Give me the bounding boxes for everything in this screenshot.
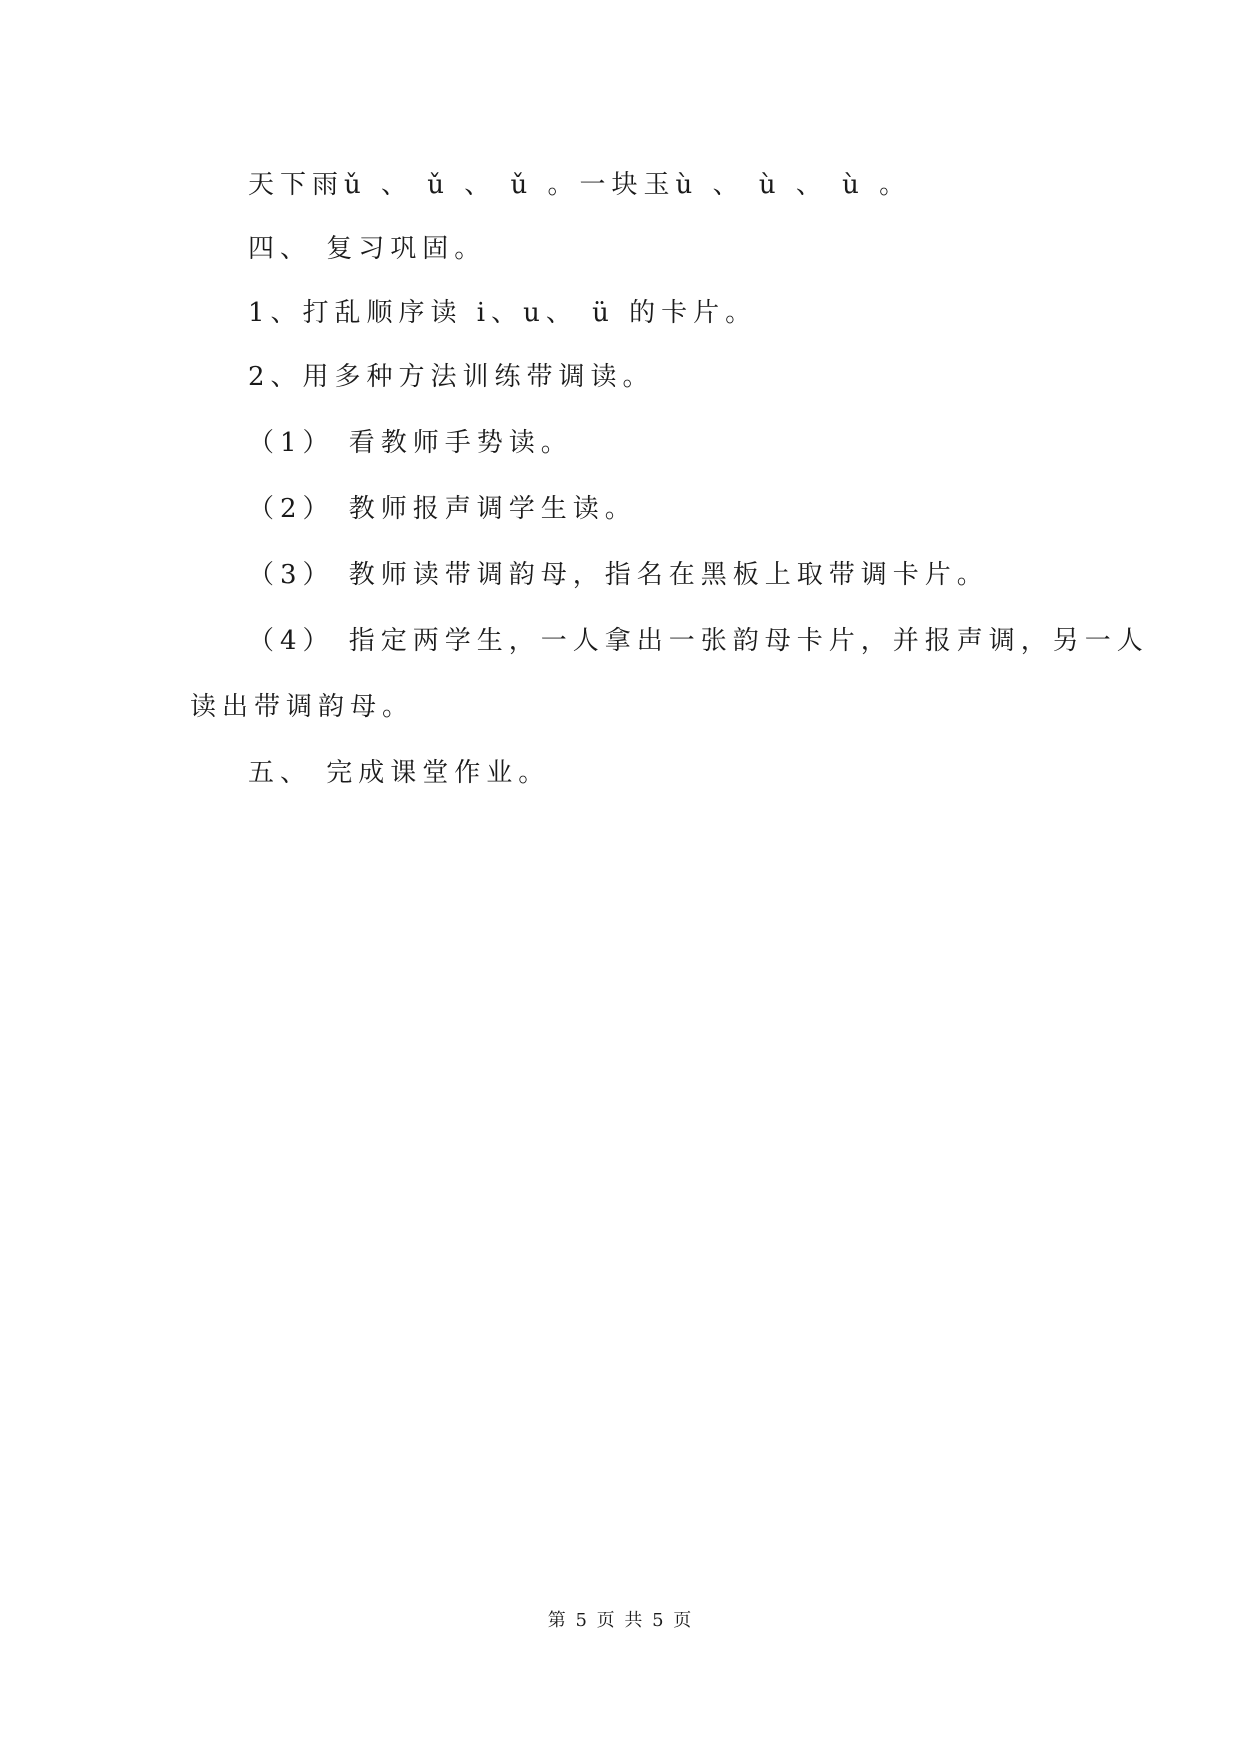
text-line-subitem-3: （3） 教师读带调韵母，指名在黑板上取带调卡片。 — [248, 560, 989, 590]
text-line-subitem-2: （2） 教师报声调学生读。 — [248, 494, 637, 524]
text-line-1: 天下雨ǔ 、 ǔ 、 ǔ 。一块玉ù 、 ù 、 ù 。 — [248, 170, 912, 200]
page-footer: 第 5 页 共 5 页 — [547, 1610, 694, 1631]
section-heading-review: 四、 复习巩固。 — [248, 234, 487, 264]
text-line-subitem-1: （1） 看教师手势读。 — [248, 428, 573, 458]
text-line-subitem-4: （4） 指定两学生，一人拿出一张韵母卡片，并报声调，另一人 — [248, 626, 1149, 656]
text-line-item-1: 1、打乱顺序读 i、u、 ü 的卡片。 — [248, 298, 758, 328]
text-line-subitem-4-cont: 读出带调韵母。 — [190, 692, 415, 722]
section-heading-homework: 五、 完成课堂作业。 — [248, 758, 551, 788]
text-line-item-2: 2、用多种方法训练带调读。 — [248, 362, 655, 392]
